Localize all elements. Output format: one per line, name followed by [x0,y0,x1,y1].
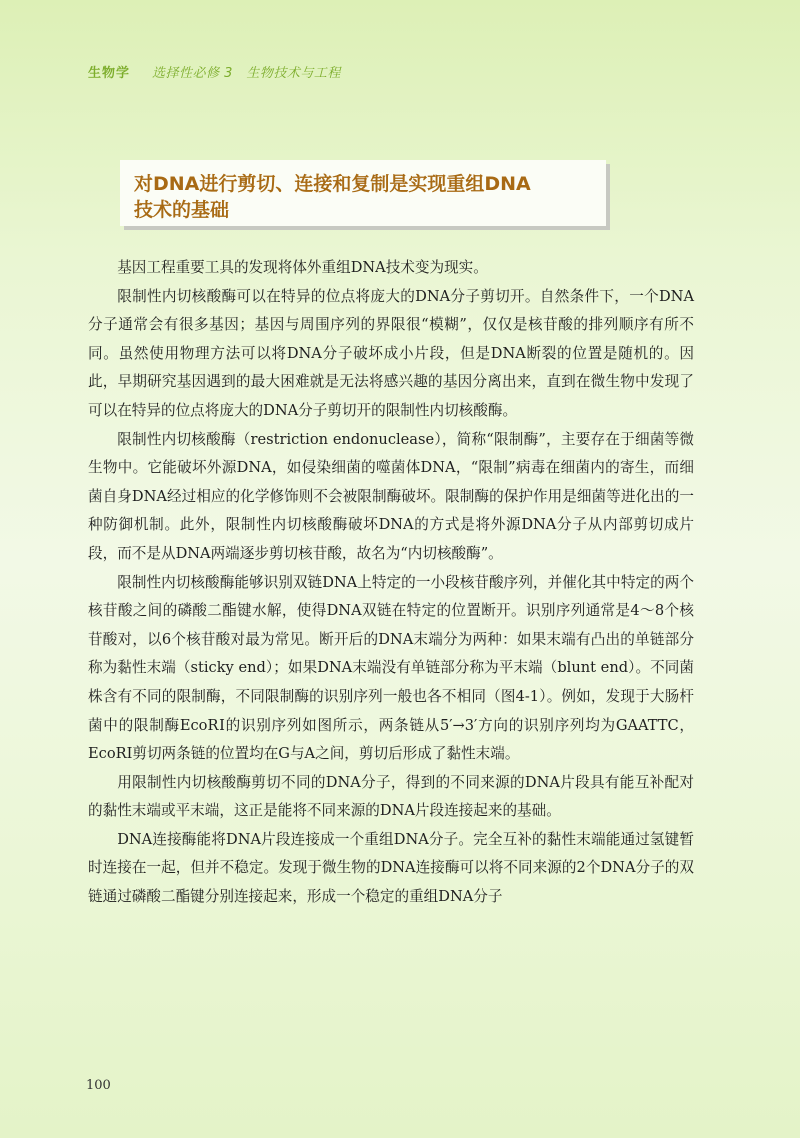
paragraph-4: 限制性内切核酸酶能够识别双链DNA上特定的一小段核苷酸序列，并催化其中特定的两个核苷酸之间的磷酸二酯键水解，使得DNA双链在特定的位置断开。识别序列通常是4～8个核苷酸对，以6个核苷酸对最为常见。断开后的DNA末端分为两种：如果末端有凸出的单链部分称为黏性末端（sticky end）；如果DNA末端没有单链部分称为平末端（blunt end）。不同菌株含有不同的限制酶，不同限制酶的识别序列一般也各不相同（图4-1）。例如，发现于大肠杆菌中的限制酶EcoRⅠ的识别序列如图所示，两条链从5′→3′方向的识别序列均为GAATTC，EcoRⅠ剪切两条链的位置均在G与A之间，剪切后形成了黏性末端。 [88,573,694,763]
paragraph-3: 限制性内切核酸酶（restriction endonuclease），简称“限制酶”，主要存在于细菌等微生物中。它能破坏外源DNA，如侵染细菌的噬菌体DNA，“限制”病毒在细菌内的寄生，而细菌自身DNA经过相应的化学修饰则不会被限制酶破坏。限制酶的保护作用是细菌等进化出的一种防御机制。此外，限制性内切核酸酶破坏DNA的方式是将外源DNA分子从内部剪切成片段，而不是从DNA两端逐步剪切核苷酸，故名为“内切核酸酶”。 [88,430,694,562]
running-header [88,62,341,81]
body-text [88,254,694,912]
paragraph-6: DNA连接酶能将DNA片段连接成一个重组DNA分子。完全互补的黏性末端能通过氢键暂时连接在一起，但并不稳定。发现于微生物的DNA连接酶可以将不同来源的2个DNA分子的双链通过磷酸二酯键分别连接起来，形成一个稳定的重组DNA分子 [88,830,694,906]
page-number: 100 [86,1078,111,1093]
header-subject: 生物学 [88,66,131,81]
header-book-title: 选择性必修 3 生物技术与工程 [152,66,341,81]
section-title-line-2: 技术的基础 [134,199,230,221]
section-title-box [120,160,606,226]
section-title-line-1: 对DNA进行剪切、连接和复制是实现重组DNA [134,173,531,195]
paragraph-5: 用限制性内切核酸酶剪切不同的DNA分子，得到的不同来源的DNA片段具有能互补配对的黏性末端或平末端，这正是能将不同来源的DNA片段连接起来的基础。 [88,773,694,820]
paragraph-2: 限制性内切核酸酶可以在特异的位点将庞大的DNA分子剪切开。自然条件下，一个DNA分子通常会有很多基因；基因与周围序列的界限很“模糊”，仅仅是核苷酸的排列顺序有所不同。虽然使用物理方法可以将DNA分子破坏成小片段，但是DNA断裂的位置是随机的。因此，早期研究基因遇到的最大困难就是无法将感兴趣的基因分离出来，直到在微生物中发现了可以在特异的位点将庞大的DNA分子剪切开的限制性内切核酸酶。 [88,287,694,419]
paragraph-1: 基因工程重要工具的发现将体外重组DNA技术变为现实。 [117,259,488,276]
